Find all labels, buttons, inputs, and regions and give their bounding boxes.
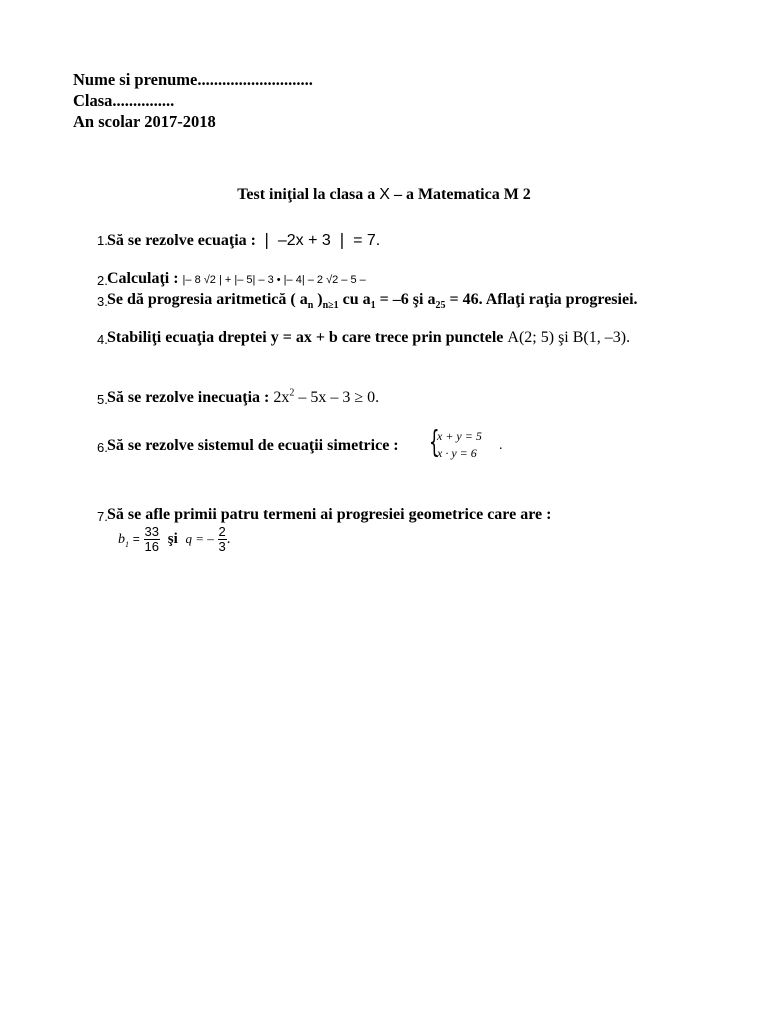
school-year-line: An scolar 2017-2018: [73, 112, 216, 131]
problem-number: 3.: [97, 294, 108, 309]
problem-number: 7.: [97, 509, 108, 524]
expression: |– 8 √2 | + |– 5| – 3 • |– 4| – 2 √2 – 5 –: [182, 274, 366, 286]
fraction-q: $\frac{2}{3}$: [218, 524, 226, 554]
problem-number: 2.: [97, 273, 108, 288]
class-line: Clasa...............: [73, 91, 175, 110]
problem-number: 5.: [97, 392, 108, 407]
student-header: [73, 69, 313, 132]
worksheet-page: Nume si prenume............................ Clasa............... An scolar 2017-2018 Test iniţial la clasa a X – a Matematica M 2 1. Să se rezolve ecuaţia : ❘ –2x + 3 ❘ = 7. 2. Calculaţi : |– 8 √2 | + |– 5| – 3 • |– 4| – 2 √2 – 5 – 3. Se dă progresia aritmetică ( $a_n$ )$_{n\ge 1}$ cu $a_1 = -6$ şi $a_{25} = 46$. Aflaţi raţia progresiei. 4. Stabiliţi ecuaţia dreptei y = ax + b care trece prin punctele A(2; 5) şi B(1, –3). 5. Să se rezolve inecuaţia : $2x^2 - 5x - 3 \ge 0$. 6. Să se rezolve sistemul de ecuaţii simetrice : { x + y = 5 x · y = 6 . 7. Să se afle primii patru termeni ai progresiei geometrice care are : $b_1$ = $\frac{33}{16}$ şi q = – $\frac{2}{3}$ .: [0, 0, 768, 1024]
equation-1: x + y = 5: [437, 429, 482, 443]
equation: ❘ –2x + 3 ❘ = 7.: [260, 232, 381, 249]
problem-number: 6.: [97, 440, 108, 455]
problem-7-data: $b_1$ = $\frac{33}{16}$ şi q = – $\frac{2}{3}$ .: [118, 524, 231, 554]
left-brace-icon: {: [429, 425, 440, 460]
fraction-b1: $\frac{33}{16}$: [144, 524, 159, 554]
problem-number: 1.: [97, 233, 108, 248]
problem-number: 4.: [97, 332, 108, 347]
equation-2: x · y = 6: [437, 446, 477, 460]
test-title: Test iniţial la clasa a X – a Matematica M 2: [237, 186, 531, 203]
name-line: Nume si prenume............................: [73, 70, 313, 89]
equation-system: [429, 425, 482, 462]
